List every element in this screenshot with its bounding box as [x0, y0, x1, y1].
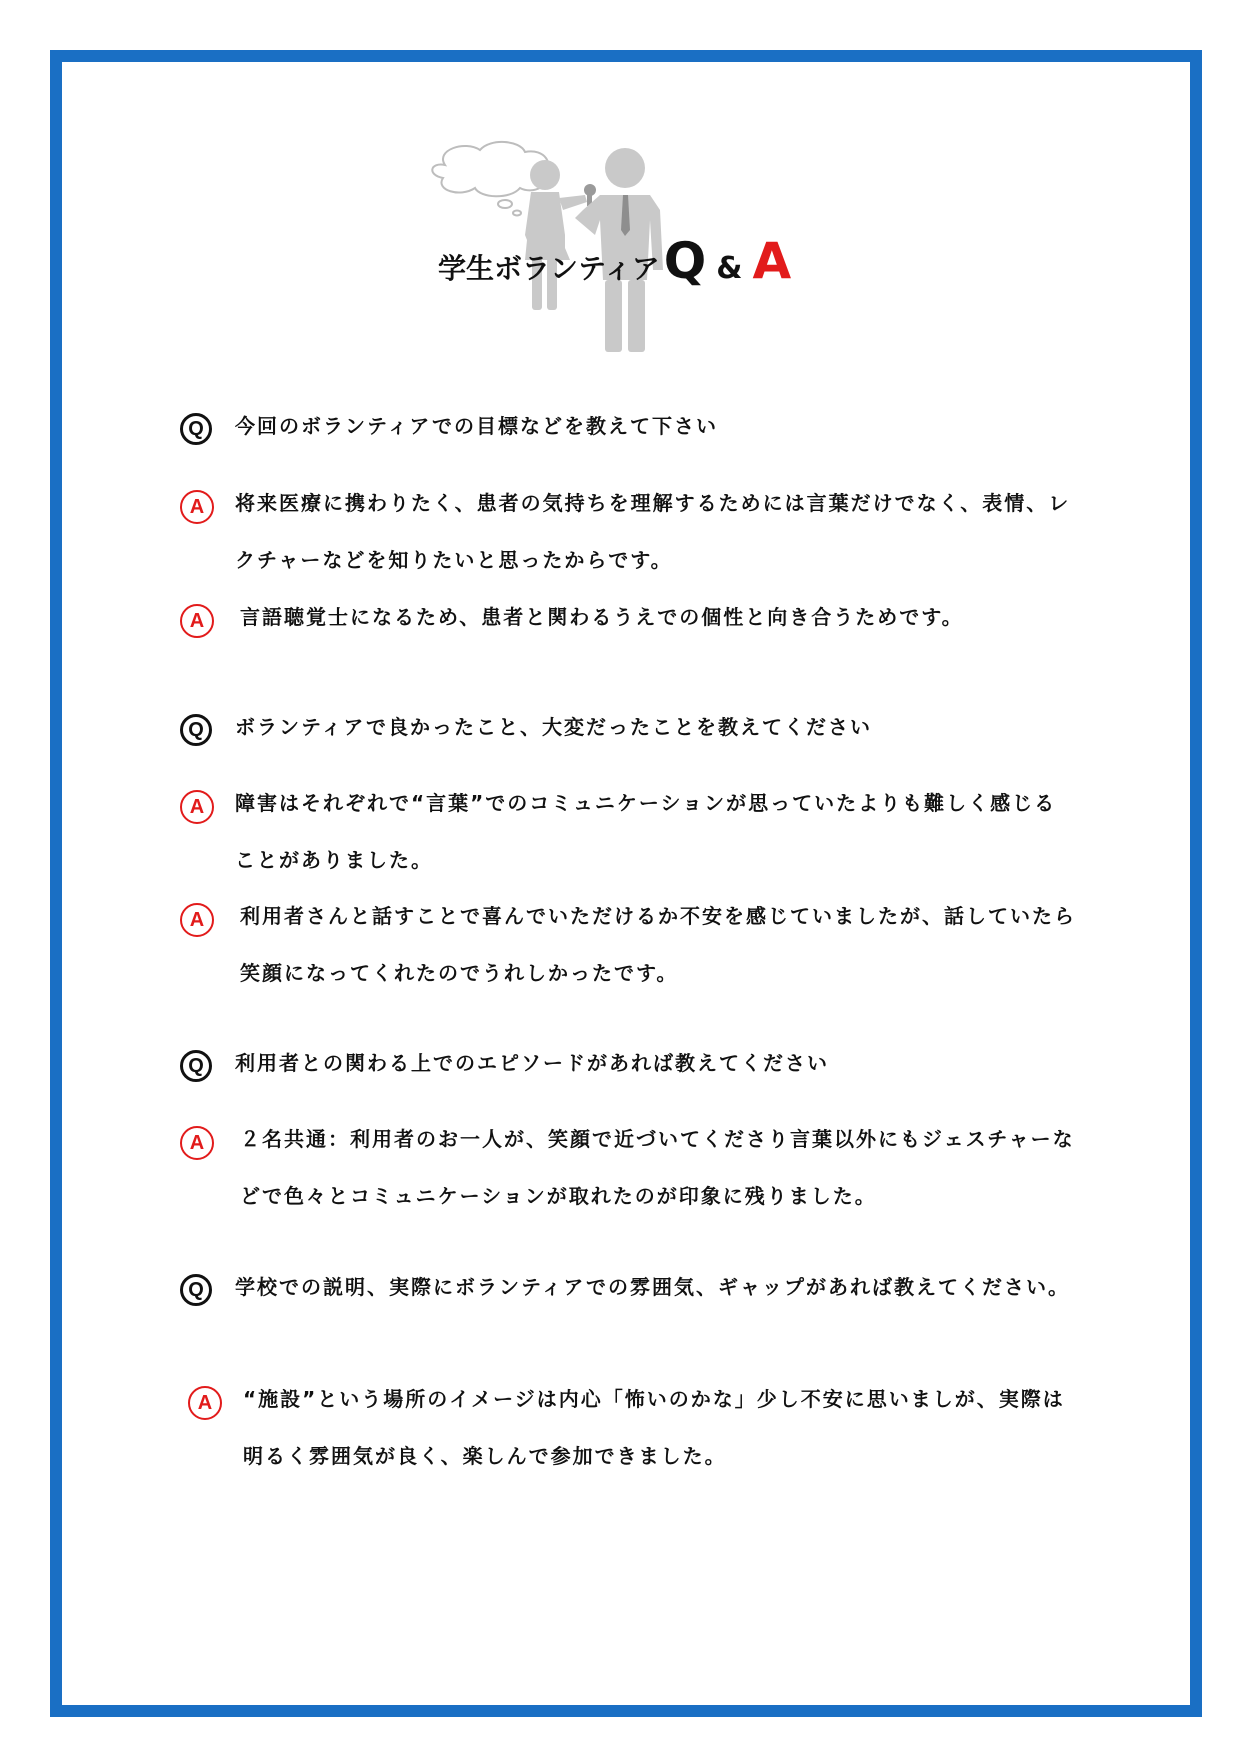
title-text: 学生ボランティア: [438, 252, 660, 285]
answer-badge-icon: A: [180, 903, 214, 937]
answer-text: 言語聴覚士になるため、患者と関わるうえでの個性と向き合うためです。: [240, 605, 964, 629]
question-badge-icon: Q: [180, 1050, 212, 1082]
page-title: [438, 232, 791, 290]
question-text: 今回のボランティアでの目標などを教えて下さい: [235, 414, 718, 438]
answer-badge-icon: A: [180, 1126, 214, 1160]
answer-badge-icon: A: [180, 790, 214, 824]
title-ampersand: &: [716, 251, 743, 286]
question-text: ボランティアで良かったこと、大変だったことを教えてください: [235, 715, 872, 739]
answer-text: 利用者さんと話すことで喜んでいただけるか不安を感じていましたが、話していたら笑顔になってくれたのでうれしかったです。: [240, 904, 1076, 985]
title-q: Q: [663, 232, 707, 290]
answer-badge-icon: A: [188, 1386, 222, 1420]
question-badge-icon: Q: [180, 714, 212, 746]
answer-badge-icon: A: [180, 490, 214, 524]
answer-badge-icon: A: [180, 604, 214, 638]
title-a: A: [752, 232, 792, 290]
question-badge-icon: Q: [180, 1274, 212, 1306]
answer-text: ２名共通：利用者のお一人が、笑顔で近づいてくださり言葉以外にもジェスチャーなどで色々とコミュニケーションが取れたのが印象に残りました。: [240, 1127, 1075, 1208]
answer-text: “施設”という場所のイメージは内心「怖いのかな」少し不安に思いましが、実際は明るく雰囲気が良く、楽しんで参加できました。: [243, 1387, 1065, 1468]
answer-text: 障害はそれぞれで“言葉”でのコミュニケーションが思っていたよりも難しく感じることがありました。: [235, 791, 1057, 872]
question-badge-icon: Q: [180, 413, 212, 445]
answer-text: 将来医療に携わりたく、患者の気持ちを理解するためには言葉だけでなく、表情、レクチャーなどを知りたいと思ったからです。: [235, 491, 1071, 572]
question-text: 利用者との関わる上でのエピソードがあれば教えてください: [235, 1051, 829, 1075]
question-text: 学校での説明、実際にボランティアでの雰囲気、ギャップがあれば教えてください。: [235, 1275, 1070, 1299]
